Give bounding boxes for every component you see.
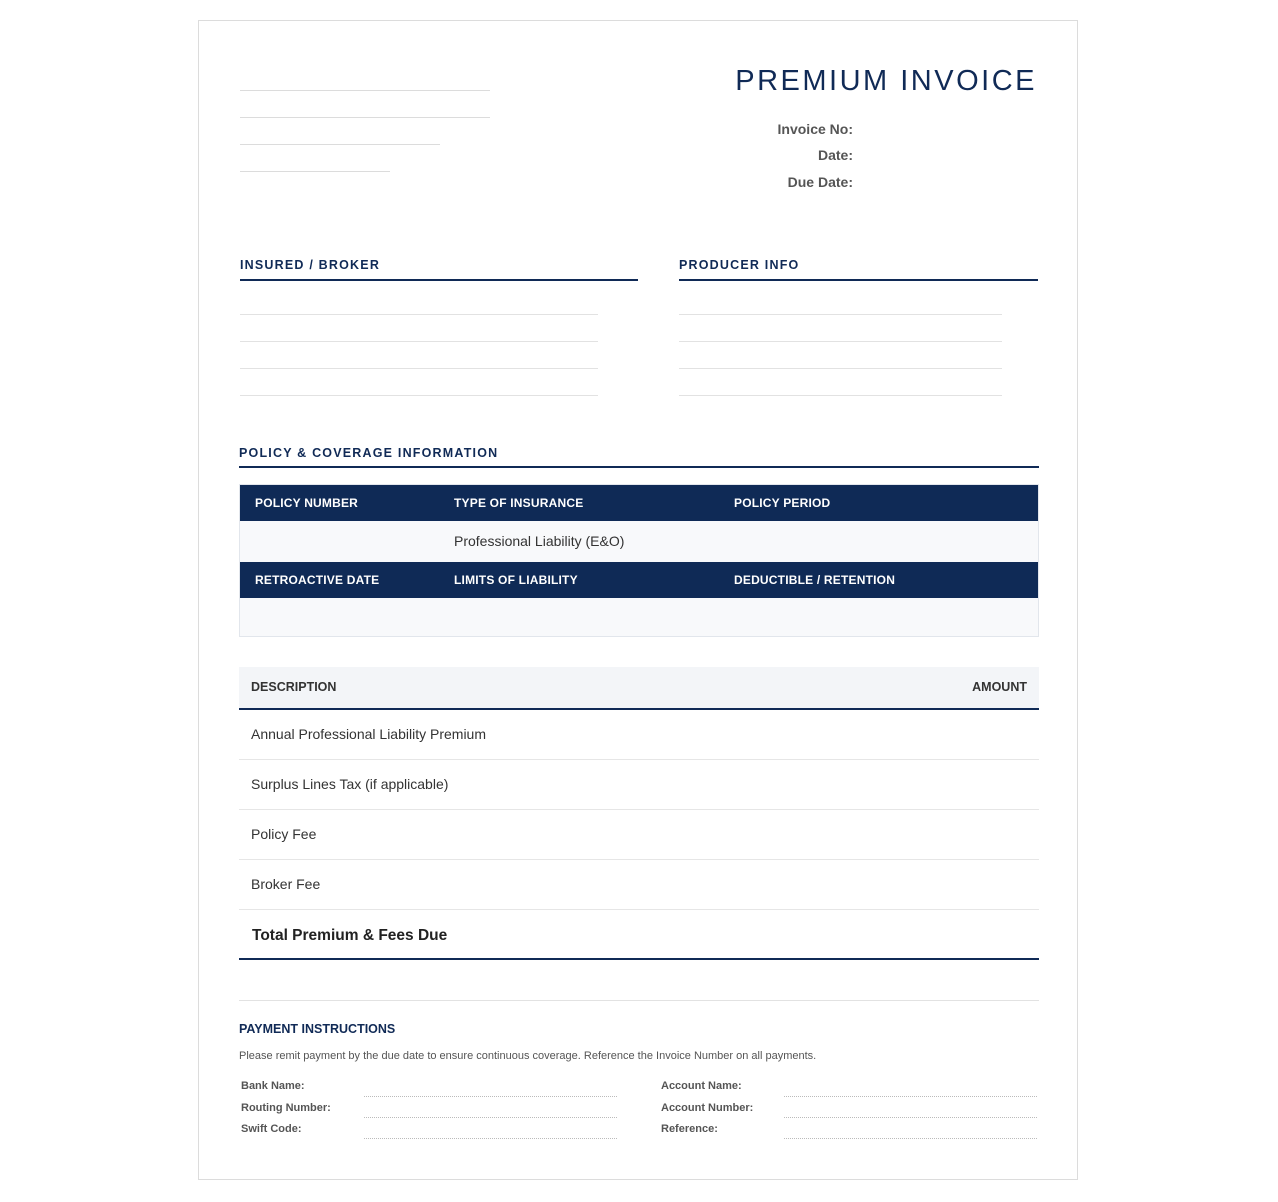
reference-label: Reference: <box>661 1123 718 1135</box>
policy-table-header-1 <box>240 485 1038 521</box>
bank-name-label: Bank Name: <box>241 1080 305 1092</box>
insured-broker-heading: INSURED / BROKER <box>240 258 381 272</box>
charge-description: Broker Fee <box>251 876 321 892</box>
swift-code-field <box>364 1138 617 1139</box>
policy-period-header: POLICY PERIOD <box>734 496 831 510</box>
sender-line-2 <box>240 117 490 118</box>
invoice-title: PREMIUM INVOICE <box>735 65 1037 97</box>
policy-rule <box>239 466 1039 468</box>
account-name-label: Account Name: <box>661 1080 742 1092</box>
table-row <box>239 710 1039 760</box>
producer-rule <box>679 279 1038 281</box>
policy-table <box>239 484 1039 637</box>
insured-line <box>240 395 598 396</box>
insured-rule <box>240 279 638 281</box>
type-of-insurance-header: TYPE OF INSURANCE <box>454 496 584 510</box>
account-number-field <box>784 1117 1037 1118</box>
date-label: Date: <box>817 147 853 163</box>
routing-number-label: Routing Number: <box>241 1102 331 1114</box>
table-row <box>239 860 1039 910</box>
charges-table-header <box>239 667 1039 710</box>
section-divider <box>239 1000 1039 1001</box>
table-row <box>239 810 1039 860</box>
invoice-no-label: Invoice No: <box>777 121 853 137</box>
charge-description: Surplus Lines Tax (if applicable) <box>251 776 449 792</box>
account-name-field <box>784 1096 1037 1097</box>
producer-line <box>679 395 1002 396</box>
limits-of-liability-header: LIMITS OF LIABILITY <box>454 573 578 587</box>
due-date-label: Due Date: <box>787 174 853 190</box>
payment-instructions-text: Please remit payment by the due date to ensure continuous coverage. Reference the Invoice Number on all payments. <box>239 1050 817 1062</box>
producer-info-heading: PRODUCER INFO <box>679 258 800 272</box>
policy-table-header-2 <box>240 562 1038 598</box>
reference-field <box>784 1138 1037 1139</box>
producer-line <box>679 341 1002 342</box>
table-row <box>239 760 1039 810</box>
producer-line <box>679 368 1002 369</box>
routing-number-field <box>364 1117 617 1118</box>
sender-line-3 <box>240 144 440 145</box>
insured-line <box>240 368 598 369</box>
sender-line-4 <box>240 171 390 172</box>
account-number-label: Account Number: <box>661 1102 754 1114</box>
charge-description: Policy Fee <box>251 826 317 842</box>
sender-line-1 <box>240 90 490 91</box>
insured-line <box>240 341 598 342</box>
payment-instructions-heading: PAYMENT INSTRUCTIONS <box>239 1022 396 1036</box>
deductible-retention-header: DEDUCTIBLE / RETENTION <box>734 573 896 587</box>
swift-code-label: Swift Code: <box>241 1123 302 1135</box>
total-row <box>239 911 1039 960</box>
producer-line <box>679 314 1002 315</box>
total-label: Total Premium & Fees Due <box>252 927 448 944</box>
policy-coverage-heading: POLICY & COVERAGE INFORMATION <box>239 446 499 460</box>
insured-line <box>240 314 598 315</box>
invoice-page <box>198 20 1078 1180</box>
amount-header: AMOUNT <box>972 680 1027 694</box>
type-of-insurance-cell: Professional Liability (E&O) <box>454 533 625 549</box>
policy-number-header: POLICY NUMBER <box>255 496 359 510</box>
retroactive-date-header: RETROACTIVE DATE <box>255 573 380 587</box>
bank-name-field <box>364 1096 617 1097</box>
charge-description: Annual Professional Liability Premium <box>251 726 486 742</box>
description-header: DESCRIPTION <box>251 680 337 694</box>
